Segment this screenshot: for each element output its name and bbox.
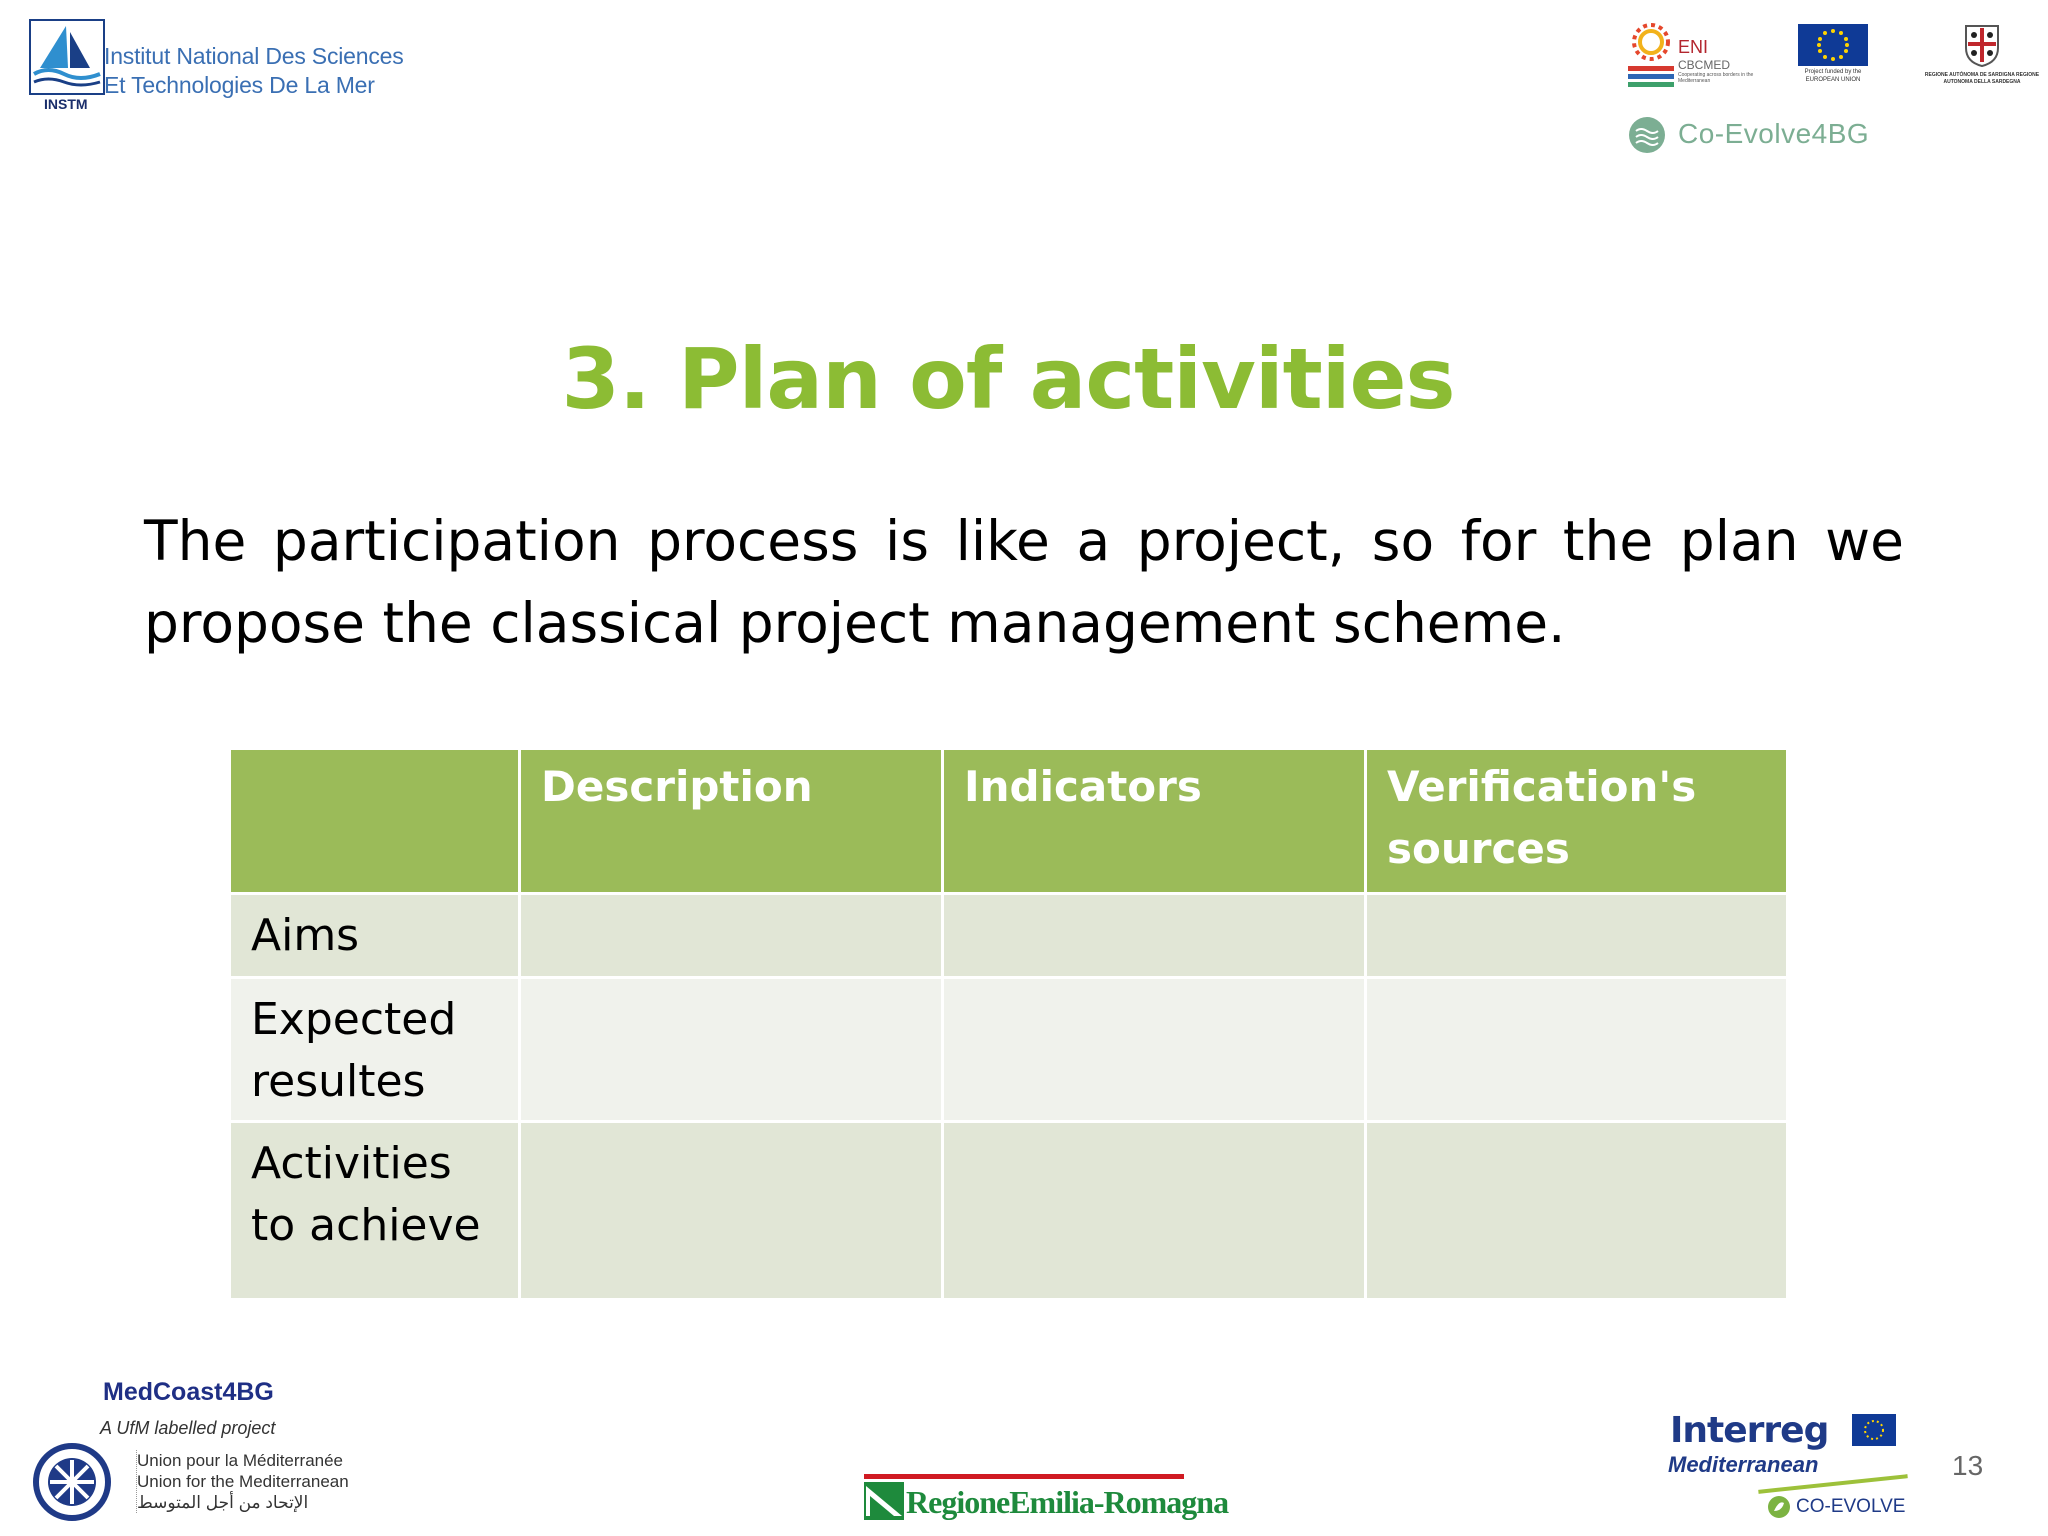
table-cell: [520, 978, 943, 1122]
table-cell: [1366, 978, 1788, 1122]
table-header-row: [230, 749, 1788, 894]
table-row-label: Expected resultes: [230, 978, 520, 1122]
slide-title: 3. Plan of activities: [561, 330, 1455, 428]
coevolve4bg-label: Co-Evolve4BG: [1678, 118, 1870, 149]
ufm-emblem-icon: [32, 1442, 112, 1522]
table-cell: [943, 894, 1366, 978]
sardinia-logo: [1924, 22, 2040, 90]
intro-paragraph: The participation process is like a project, so for the plan we propose the classical project management scheme.: [144, 509, 1904, 655]
emilia-label: RegioneEmilia-Romagna: [906, 1484, 1229, 1520]
ufm-english: Union for the Mediterranean: [137, 1472, 349, 1491]
instm-line2: Et Technologies De La Mer: [104, 72, 375, 98]
interreg-coevolve-label: CO-EVOLVE: [1796, 1496, 1906, 1517]
eu-flag-icon: [1798, 24, 1868, 66]
eni-tagline: Cooperating across borders in the Mediterranean: [1678, 72, 1754, 84]
interreg-label: Interreg: [1670, 1410, 1829, 1451]
sardinia-crest-icon: [1962, 22, 2002, 68]
eu-flag-logo: [1798, 24, 1868, 90]
table-row-label: Aims: [230, 894, 520, 978]
table-cell: [943, 978, 1366, 1122]
page-number: 13: [1952, 1450, 1984, 1481]
medcoast-tagline: A UfM labelled project: [100, 1418, 276, 1438]
plan-table: [228, 747, 1789, 1301]
instm-abbr: INSTM: [44, 96, 88, 112]
eni-label: ENI: [1678, 37, 1709, 57]
instm-name: [104, 42, 404, 100]
emilia-romagna-logo: [864, 1474, 1229, 1524]
table-header-cell: Description: [520, 749, 943, 894]
medcoast-name: MedCoast4BG: [103, 1378, 274, 1406]
table-header-cell: Indicators: [943, 749, 1366, 894]
sardinia-caption: REGIONE AUTÓNOMA DE SARDIGNA REGIONE AUTONOMA DELLA SARDEGNA: [1924, 72, 2040, 85]
table-cell: [943, 1122, 1366, 1300]
eni-cbcmed-logo: [1628, 20, 1758, 90]
table-cell: [520, 894, 943, 978]
table-row-label: Activities to achieve: [230, 1122, 520, 1300]
interreg-logo: [1668, 1410, 1928, 1520]
table-header-cell: Verification's sources: [1366, 749, 1788, 894]
table-cell: [1366, 1122, 1788, 1300]
emilia-flag-icon: [864, 1482, 904, 1520]
ufm-text: [136, 1450, 349, 1513]
table-cell: [1366, 894, 1788, 978]
interreg-mediterranean-label: Mediterranean: [1668, 1452, 1819, 1477]
table-cell: [520, 1122, 943, 1300]
interreg-eu-flag-icon: [1852, 1414, 1896, 1446]
emilia-red-bar: [864, 1474, 1184, 1479]
eni-sublabel: CBCMED: [1678, 58, 1731, 72]
instm-logo: [28, 18, 408, 118]
eni-sun-icon: [1628, 22, 1674, 88]
ufm-french: Union pour la Méditerranée: [137, 1451, 344, 1470]
table-row: [230, 894, 1788, 978]
instm-boat-icon: [28, 18, 106, 96]
coevolve-wave-icon: [1628, 116, 1666, 154]
eu-caption: Project funded by the EUROPEAN UNION: [1804, 69, 1862, 83]
table-row: [230, 1122, 1788, 1300]
ufm-arabic: الإتحاد من أجل المتوسط: [137, 1493, 309, 1512]
instm-line1: Institut National Des Sciences: [104, 43, 404, 69]
table-row: [230, 978, 1788, 1122]
table-header-cell: [230, 749, 520, 894]
coevolve-leaf-icon: [1768, 1496, 1790, 1518]
